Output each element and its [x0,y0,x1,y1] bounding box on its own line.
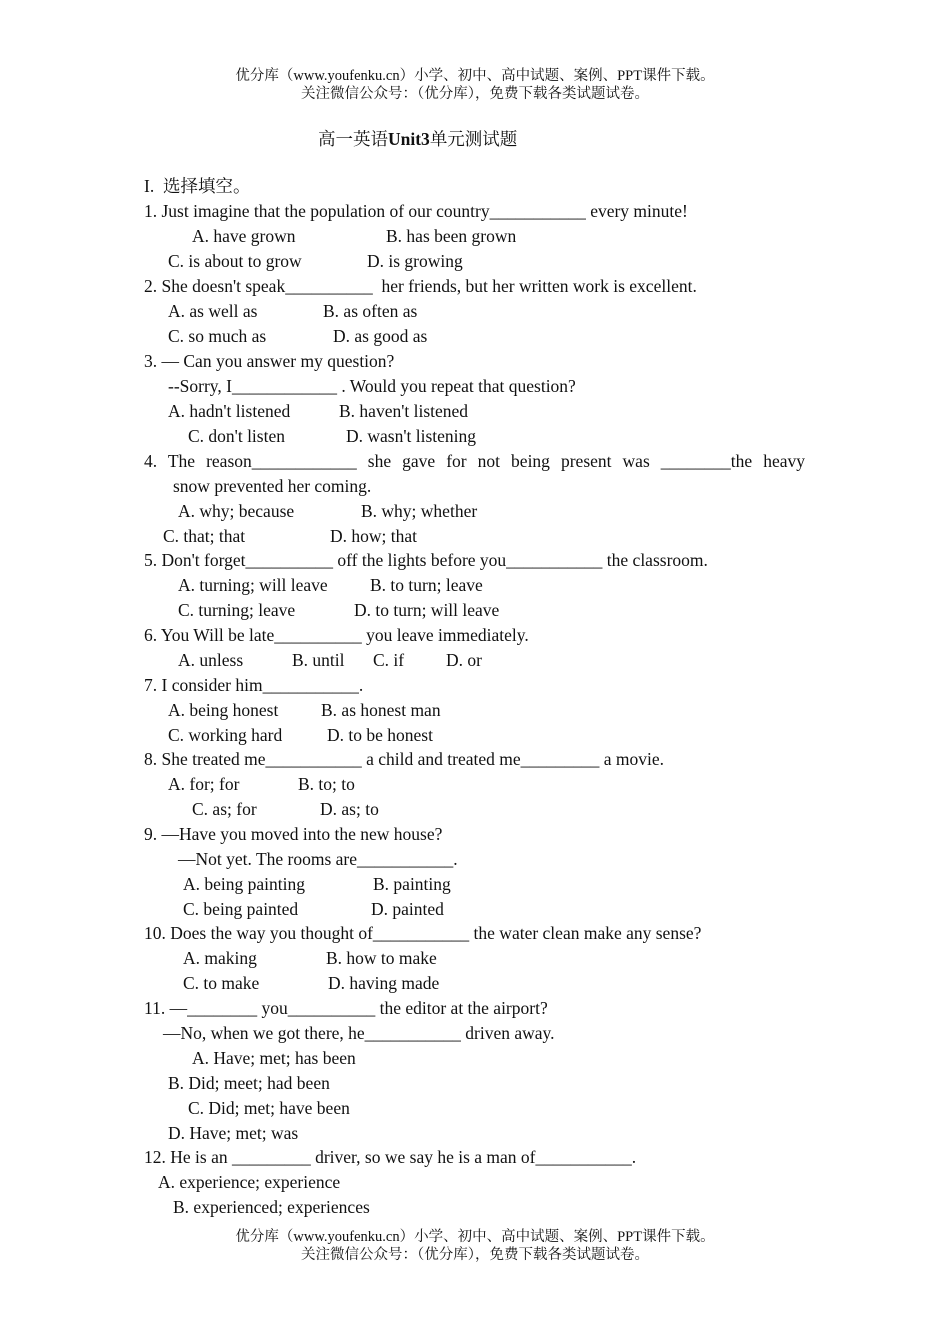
q10-option-a: A. making [183,948,257,968]
q5-option-c: C. turning; leave [178,600,296,620]
q3-option-c: C. don't listen [188,426,285,446]
q6-option-c: C. if [373,650,405,670]
question-1: 1. Just imagine that the population of our country___________ every minute! [144,201,688,221]
q6-option-a: A. unless [178,650,244,670]
q4-option-a: A. why; because [178,501,295,521]
q9-option-b: B. painting [373,874,451,894]
q11-option-b: B. Did; meet; had been [168,1073,330,1093]
q5-option-d: D. to turn; will leave [354,600,500,620]
question-3: 3. — Can you answer my question? [144,351,395,371]
question-5: 5. Don't forget__________ off the lights before you___________ the classroom. [144,550,708,570]
q7-option-d: D. to be honest [327,725,433,745]
question-10: 10. Does the way you thought of___________ the water clean make any sense? [144,923,702,943]
question-8: 8. She treated me___________ a child and treated me_________ a movie. [144,749,665,769]
question-4: 4. The reason____________ she gave for not being present was ________the heavy [144,451,805,471]
q4-option-d: D. how; that [330,526,418,546]
q7-option-c: C. working hard [168,725,283,745]
header-line-1: 优分库（www.youfenku.cn）小学、初中、高中试题、案例、PPT课件下载。 [235,68,715,84]
q4-option-c: C. that; that [163,526,246,546]
q7-option-a: A. being honest [168,700,279,720]
q10-option-b: B. how to make [326,948,437,968]
q9-option-d: D. painted [371,899,444,919]
q11-option-c: C. Did; met; have been [188,1098,350,1118]
q2-option-b: B. as often as [323,301,418,321]
title-unit: Unit3 [388,129,430,149]
q2-option-a: A. as well as [168,301,258,321]
question-9: 9. —Have you moved into the new house? [144,824,443,844]
q9-response: —Not yet. The rooms are___________. [178,849,458,869]
page-title [318,126,517,151]
q4-option-b: B. why; whether [361,501,478,521]
question-7: 7. I consider him___________. [144,675,364,695]
q8-option-d: D. as; to [320,799,379,819]
q2-option-d: D. as good as [333,326,428,346]
header-line-2: 关注微信公众号：（优分库），免费下载各类试题试卷。 [301,86,649,102]
q3-option-d: D. wasn't listening [346,426,477,446]
q3-response: --Sorry, I____________ . Would you repeat that question? [168,376,576,396]
q8-option-c: C. as; for [192,799,257,819]
q10-option-d: D. having made [328,973,440,993]
section-heading: I. 选择填空。 [144,176,251,196]
question-12: 12. He is an _________ driver, so we say he is a man of___________. [144,1147,637,1167]
q6-option-b: B. until [292,650,345,670]
q8-option-b: B. to; to [298,774,355,794]
question-2: 2. She doesn't speak__________ her friends, but her written work is excellent. [144,276,697,296]
q11-response: —No, when we got there, he___________ driven away. [163,1023,555,1043]
q11-option-d: D. Have; met; was [168,1123,299,1143]
q1-option-a: A. have grown [192,226,296,246]
title-suffix: 单元测试题 [429,129,518,149]
q6-option-d: D. or [446,650,482,670]
footer-line-1: 优分库（www.youfenku.cn）小学、初中、高中试题、案例、PPT课件下载。 [235,1229,715,1245]
title-prefix: 高一英语 [318,129,388,149]
q12-option-b: B. experienced; experiences [173,1197,370,1217]
q7-option-b: B. as honest man [321,700,441,720]
q4-continuation: snow prevented her coming. [173,476,372,496]
q3-option-a: A. hadn't listened [168,401,291,421]
footer-line-2: 关注微信公众号：（优分库），免费下载各类试题试卷。 [301,1247,649,1263]
q12-option-a: A. experience; experience [158,1172,341,1192]
q2-option-c: C. so much as [168,326,267,346]
q11-option-a: A. Have; met; has been [192,1048,356,1068]
q1-option-b: B. has been grown [386,226,517,246]
q3-option-b: B. haven't listened [339,401,469,421]
q8-option-a: A. for; for [168,774,240,794]
q9-option-a: A. being painting [183,874,305,894]
q9-option-c: C. being painted [183,899,299,919]
q1-option-c: C. is about to grow [168,251,302,271]
q5-option-b: B. to turn; leave [370,575,483,595]
q5-option-a: A. turning; will leave [178,575,328,595]
q10-option-c: C. to make [183,973,260,993]
question-11: 11. —________ you__________ the editor at the airport? [144,998,548,1018]
question-6: 6. You Will be late__________ you leave immediately. [144,625,529,645]
q1-option-d: D. is growing [367,251,463,271]
